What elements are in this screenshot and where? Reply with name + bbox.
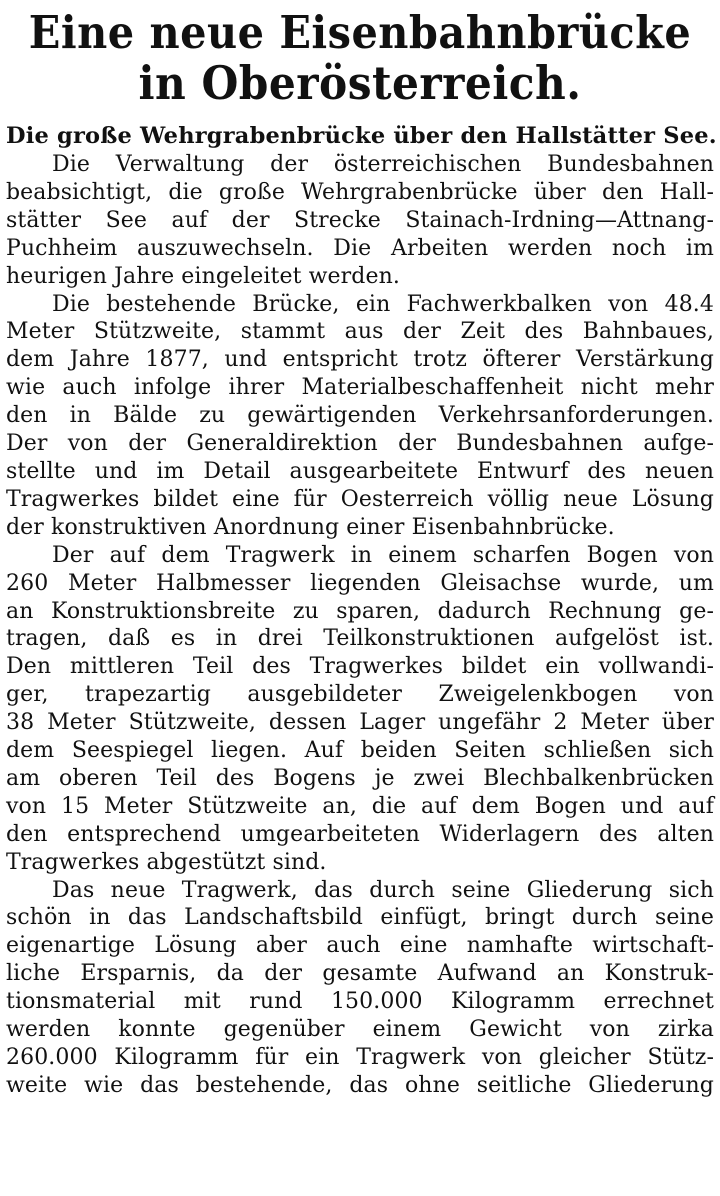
text-line: 38 Meter Stützweite, dessen Lager ungefähr 2 Meter über	[6, 710, 714, 736]
text-line: tragen, daß es in drei Teilkonstruktionen aufgelöst ist.	[6, 626, 714, 652]
text-line: liche Ersparnis, da der gesamte Aufwand an Konstruk-	[6, 961, 714, 987]
headline-line-1: Eine neue Eisenbahnbrücke	[28, 6, 692, 59]
text-line: am oberen Teil des Bogens je zwei Blechbalkenbrücken	[6, 765, 714, 791]
text-line: Tragwerkes abgestützt sind.	[6, 849, 327, 875]
text-line: Die bestehende Brücke, ein Fachwerkbalken von 48.4	[52, 291, 714, 317]
text-line: werden konnte gegenüber einem Gewicht von zirka	[6, 1017, 714, 1043]
text-line: beabsichtigt, die große Wehrgrabenbrücke über den Hall-	[6, 179, 714, 205]
text-line: dem Jahre 1877, und entspricht trotz öfterer Verstärkung	[6, 347, 714, 373]
paragraph-2	[0, 291, 720, 542]
text-line: wie auch infolge ihrer Materialbeschaffenheit nicht mehr	[6, 375, 714, 401]
text-line: schön in das Landschaftsbild einfügt, bringt durch seine	[6, 905, 714, 931]
text-line: dem Seespiegel liegen. Auf beiden Seiten schließen sich	[6, 738, 714, 764]
text-line: 260 Meter Halbmesser liegenden Gleisachse wurde, um	[6, 570, 714, 596]
text-line: stellte und im Detail ausgearbeitete Entwurf des neuen	[6, 458, 714, 484]
paragraph-4	[0, 877, 720, 1100]
article-body	[0, 151, 720, 1100]
headline-line-2: in Oberösterreich.	[138, 56, 582, 110]
text-line: Die Verwaltung der österreichischen Bundesbahnen	[52, 152, 714, 177]
text-line: stätter See auf der Strecke Stainach-Irdning—Attnang-	[6, 207, 714, 233]
paragraph-1	[0, 151, 720, 291]
text-line: von 15 Meter Stützweite an, die auf dem Bogen und auf	[6, 793, 714, 819]
text-line: Puchheim auszuwechseln. Die Arbeiten werden noch im	[6, 235, 714, 261]
text-line: der konstruktiven Anordnung einer Eisenbahnbrücke.	[6, 514, 615, 540]
text-line: Tragwerkes bildet eine für Oesterreich völlig neue Lösung	[6, 486, 714, 512]
text-line: weite wie das bestehende, das ohne seitliche Gliederung	[6, 1072, 714, 1098]
text-line: tionsmaterial mit rund 150.000 Kilogramm errechnet	[6, 989, 714, 1015]
text-line: Meter Stützweite, stammt aus der Zeit des Bahnbaues,	[6, 319, 714, 345]
text-line: den in Bälde zu gewärtigenden Verkehrsanforderungen.	[6, 403, 714, 429]
text-line: Der auf dem Tragwerk in einem scharfen Bogen von	[52, 542, 714, 568]
text-line: eigenartige Lösung aber auch eine namhafte wirtschaft-	[6, 933, 714, 959]
subheadline: Die große Wehrgrabenbrücke über den Hallstätter See.	[6, 123, 717, 149]
text-line: an Konstruktionsbreite zu sparen, dadurch Rechnung ge-	[6, 598, 714, 624]
text-line: Den mittleren Teil des Tragwerkes bildet ein vollwandi-	[6, 654, 714, 680]
text-line: 260.000 Kilogramm für ein Tragwerk von gleicher Stütz-	[6, 1045, 714, 1070]
text-line: heurigen Jahre eingeleitet werden.	[6, 263, 400, 289]
text-line: Das neue Tragwerk, das durch seine Gliederung sich	[52, 877, 714, 903]
paragraph-3	[0, 542, 720, 877]
text-line: Der von der Generaldirektion der Bundesbahnen aufge-	[6, 431, 714, 457]
headline	[0, 0, 720, 108]
text-line: den entsprechend umgearbeiteten Widerlagern des alten	[6, 821, 714, 847]
text-line: ger, trapezartig ausgebildeter Zweigelenkbogen von	[6, 682, 714, 708]
